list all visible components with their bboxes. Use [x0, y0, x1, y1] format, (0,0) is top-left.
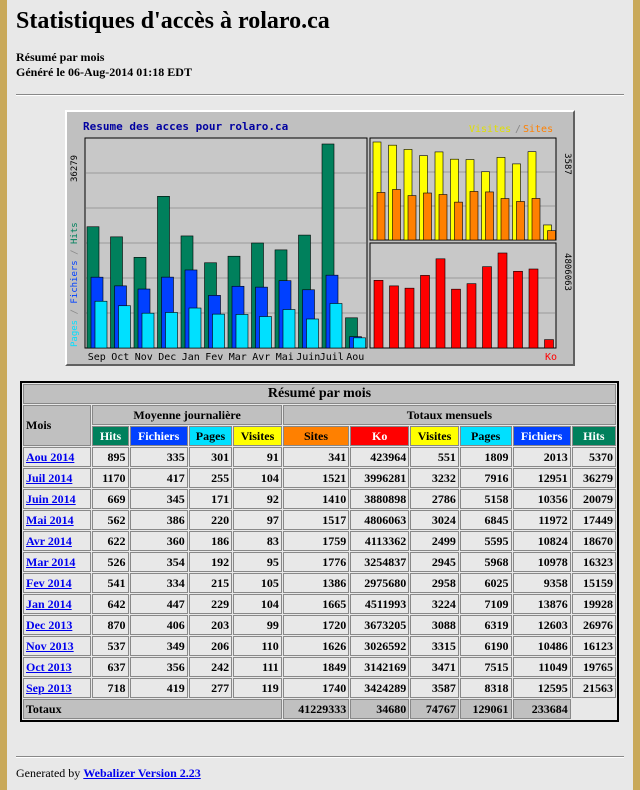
table-row: [23, 594, 616, 614]
legend-visites: Visites: [469, 124, 512, 135]
daily-cell: 669: [92, 489, 128, 509]
pages-bar: [213, 314, 225, 348]
month-cell: [23, 552, 91, 572]
monthly-cell: 3224: [410, 594, 459, 614]
daily-cell: 419: [130, 678, 188, 698]
monthly-cell: 3142169: [350, 657, 409, 677]
col-monthly-sites: Sites: [283, 426, 349, 446]
col-monthly-ko: Ko: [350, 426, 409, 446]
month-label: Sep: [87, 352, 106, 363]
col-monthly-fichiers: Fichiers: [513, 426, 571, 446]
daily-cell: 537: [92, 636, 128, 656]
monthly-cell: 2958: [410, 573, 459, 593]
monthly-cell: 3880898: [350, 489, 409, 509]
month-label: Juil: [319, 352, 344, 363]
monthly-cell: 3471: [410, 657, 459, 677]
daily-cell: 870: [92, 615, 128, 635]
pages-bar: [330, 303, 342, 348]
monthly-cell: 20079: [572, 489, 616, 509]
daily-cell: 406: [130, 615, 188, 635]
monthly-cell: 6025: [460, 573, 512, 593]
daily-cell: 192: [189, 552, 232, 572]
daily-cell: 215: [189, 573, 232, 593]
monthly-cell: 2499: [410, 531, 459, 551]
pages-bar: [236, 314, 248, 348]
pages-bar: [142, 313, 154, 348]
daily-cell: 229: [189, 594, 232, 614]
monthly-cell: 5595: [460, 531, 512, 551]
daily-cell: 386: [130, 510, 188, 530]
col-monthly-pages: Pages: [460, 426, 512, 446]
daily-cell: 718: [92, 678, 128, 698]
daily-cell: 447: [130, 594, 188, 614]
monthly-cell: 12595: [513, 678, 571, 698]
monthly-cell: 19765: [572, 657, 616, 677]
monthly-cell: 5370: [572, 447, 616, 467]
month-label: Fev: [205, 352, 224, 363]
month-cell: [23, 678, 91, 698]
monthly-cell: 1776: [283, 552, 349, 572]
sites-bar: [532, 198, 540, 240]
monthly-cell: 17449: [572, 510, 616, 530]
monthly-cell: 5968: [460, 552, 512, 572]
month-label: Juin: [296, 352, 321, 363]
monthly-cell: 551: [410, 447, 459, 467]
top-divider: [16, 94, 624, 96]
ko-bar: [467, 284, 476, 348]
sites-bar: [517, 201, 525, 240]
monthly-cell: 6319: [460, 615, 512, 635]
month-cell: [23, 573, 91, 593]
month-link[interactable]: Sep 2013: [26, 680, 72, 695]
daily-cell: 541: [92, 573, 128, 593]
table-row: [23, 468, 616, 488]
col-monthly-visites: Visites: [410, 426, 459, 446]
monthly-cell: 36279: [572, 468, 616, 488]
daily-cell: 526: [92, 552, 128, 572]
monthly-cell: 2786: [410, 489, 459, 509]
legend-sep: /: [70, 303, 80, 320]
monthly-cell: 1410: [283, 489, 349, 509]
monthly-cell: 3587: [410, 678, 459, 698]
footer-prefix: Generated by: [16, 766, 84, 780]
legend-sep: /: [70, 244, 80, 261]
sites-bar: [470, 191, 478, 240]
month-cell: [23, 636, 91, 656]
ko-bar: [483, 267, 492, 348]
monthly-cell: 15159: [572, 573, 616, 593]
summary-label: Résumé par mois: [16, 50, 105, 64]
month-label: Dec: [158, 352, 177, 363]
monthly-cell: 10824: [513, 531, 571, 551]
summary-table: [20, 381, 619, 722]
monthly-cell: 3424289: [350, 678, 409, 698]
monthly-cell: 16123: [572, 636, 616, 656]
monthly-cell: 3673205: [350, 615, 409, 635]
monthly-cell: 18670: [572, 531, 616, 551]
left-axis-max: 36279: [70, 154, 80, 182]
col-daily-hits: Hits: [92, 426, 128, 446]
sites-bar: [439, 195, 447, 240]
sites-bar: [548, 231, 556, 240]
daily-cell: 255: [189, 468, 232, 488]
month-cell: [23, 657, 91, 677]
month-link[interactable]: Jan 2014: [26, 596, 72, 611]
total-cell: 34680: [350, 699, 409, 719]
bottom-divider: [16, 756, 624, 758]
sites-bar: [486, 192, 494, 240]
table-title: Résumé par mois: [23, 384, 616, 404]
daily-cell: 360: [130, 531, 188, 551]
ko-bar: [545, 340, 554, 348]
ko-bar: [374, 280, 383, 348]
monthly-cell: 5158: [460, 489, 512, 509]
daily-cell: 95: [233, 552, 282, 572]
monthly-cell: 1665: [283, 594, 349, 614]
month-link[interactable]: Fev 2014: [26, 575, 72, 590]
month-cell: [23, 510, 91, 530]
daily-cell: 622: [92, 531, 128, 551]
month-label: Avr: [252, 352, 271, 363]
monthly-cell: 11972: [513, 510, 571, 530]
daily-cell: 637: [92, 657, 128, 677]
monthly-cell: 10978: [513, 552, 571, 572]
monthly-cell: 7109: [460, 594, 512, 614]
right-top-max: 3587: [562, 153, 572, 175]
total-cell: 129061: [460, 699, 512, 719]
month-cell: [23, 531, 91, 551]
monthly-cell: 10486: [513, 636, 571, 656]
month-label: Mai: [275, 352, 294, 363]
daily-cell: 186: [189, 531, 232, 551]
monthly-cell: 1626: [283, 636, 349, 656]
pages-bar: [307, 319, 319, 348]
month-link[interactable]: Mai 2014: [26, 512, 74, 527]
ko-bar: [436, 259, 445, 348]
monthly-cell: 1517: [283, 510, 349, 530]
sites-bar: [424, 193, 432, 240]
sites-bar: [393, 189, 401, 240]
table-row: [23, 573, 616, 593]
col-daily-pages: Pages: [189, 426, 232, 446]
total-cell: 233684: [513, 699, 571, 719]
daily-cell: 104: [233, 468, 282, 488]
daily-cell: 334: [130, 573, 188, 593]
usage-graph: [65, 110, 575, 366]
month-link[interactable]: Juil 2014: [26, 470, 73, 485]
daily-cell: 97: [233, 510, 282, 530]
month-label: Oct: [111, 352, 130, 363]
monthly-cell: 12951: [513, 468, 571, 488]
monthly-cell: 6190: [460, 636, 512, 656]
monthly-cell: 341: [283, 447, 349, 467]
daily-cell: 99: [233, 615, 282, 635]
daily-cell: 203: [189, 615, 232, 635]
month-link[interactable]: Oct 2013: [26, 659, 72, 674]
monthly-cell: 2013: [513, 447, 571, 467]
monthly-cell: 3026592: [350, 636, 409, 656]
legend-fichiers: Fichiers: [70, 260, 80, 304]
total-cell: 41229333: [283, 699, 349, 719]
page-title: Statistiques d'accès à rolaro.ca: [16, 8, 330, 34]
daily-cell: 417: [130, 468, 188, 488]
daily-cell: 171: [189, 489, 232, 509]
monthly-cell: 2975680: [350, 573, 409, 593]
daily-cell: 92: [233, 489, 282, 509]
daily-cell: 206: [189, 636, 232, 656]
pages-bar: [119, 306, 131, 348]
daily-cell: 110: [233, 636, 282, 656]
table-row: [23, 447, 616, 467]
footer: [16, 756, 624, 781]
daily-cell: 335: [130, 447, 188, 467]
month-label: Mar: [228, 352, 247, 363]
month-cell: [23, 489, 91, 509]
col-daily-visites: Visites: [233, 426, 282, 446]
month-cell: [23, 468, 91, 488]
monthly-cell: 3232: [410, 468, 459, 488]
month-link[interactable]: Aou 2014: [26, 449, 75, 464]
daily-cell: 349: [130, 636, 188, 656]
pages-bar: [189, 308, 201, 348]
summary-table-wrap: [20, 381, 619, 722]
usage-graph-svg: [67, 112, 573, 364]
sites-bar: [377, 192, 385, 240]
right-border: [633, 0, 640, 790]
monthly-cell: 1849: [283, 657, 349, 677]
daily-cell: 104: [233, 594, 282, 614]
monthly-cell: 3088: [410, 615, 459, 635]
monthly-cell: 1759: [283, 531, 349, 551]
daily-cell: 111: [233, 657, 282, 677]
col-daily-fichiers: Fichiers: [130, 426, 188, 446]
month-link[interactable]: Dec 2013: [26, 617, 73, 632]
monthly-cell: 1809: [460, 447, 512, 467]
month-cell: [23, 615, 91, 635]
daily-cell: 277: [189, 678, 232, 698]
daily-cell: 562: [92, 510, 128, 530]
daily-cell: 91: [233, 447, 282, 467]
monthly-cell: 21563: [572, 678, 616, 698]
daily-cell: 105: [233, 573, 282, 593]
sites-bar: [501, 199, 509, 240]
legend-pages: Pages: [70, 319, 80, 347]
monthly-cell: 7515: [460, 657, 512, 677]
sites-bar: [455, 202, 463, 240]
page-header: [16, 0, 624, 96]
daily-cell: 1170: [92, 468, 128, 488]
col-monthly-hits: Hits: [572, 426, 616, 446]
legend-hits: Hits: [70, 222, 80, 245]
daily-cell: 83: [233, 531, 282, 551]
monthly-cell: 1740: [283, 678, 349, 698]
monthly-cell: 1521: [283, 468, 349, 488]
total-cell: 74767: [410, 699, 459, 719]
month-link[interactable]: Nov 2013: [26, 638, 74, 653]
legend-sites: Sites: [523, 124, 554, 135]
daily-cell: 354: [130, 552, 188, 572]
monthly-cell: 16323: [572, 552, 616, 572]
table-row: [23, 657, 616, 677]
ko-bar: [452, 289, 461, 348]
monthly-cell: 2945: [410, 552, 459, 572]
daily-cell: 895: [92, 447, 128, 467]
table-row: [23, 489, 616, 509]
monthly-cell: 9358: [513, 573, 571, 593]
monthly-cell: 4806063: [350, 510, 409, 530]
month-cell: [23, 594, 91, 614]
month-link[interactable]: Avr 2014: [26, 533, 72, 548]
daily-cell: 242: [189, 657, 232, 677]
month-link[interactable]: Mar 2014: [26, 554, 76, 569]
pages-bar: [354, 338, 366, 348]
legend-sep: /: [515, 124, 522, 135]
monthly-cell: 12603: [513, 615, 571, 635]
monthly-cell: 1386: [283, 573, 349, 593]
daily-cell: 642: [92, 594, 128, 614]
graph-title: Resume des acces pour rolaro.ca: [83, 120, 289, 133]
month-label: Nov: [134, 352, 153, 363]
monthly-cell: 3024: [410, 510, 459, 530]
table-row: [23, 531, 616, 551]
left-border: [0, 0, 7, 790]
table-row: [23, 552, 616, 572]
monthly-cell: 8318: [460, 678, 512, 698]
pages-bar: [260, 317, 272, 348]
month-link[interactable]: Juin 2014: [26, 491, 76, 506]
monthly-cell: 19928: [572, 594, 616, 614]
right-bottom-max: 4806063: [562, 253, 572, 291]
totals-label: Totaux: [23, 699, 282, 719]
monthly-cell: 423964: [350, 447, 409, 467]
ko-label: Ko: [545, 352, 558, 363]
ko-bar: [514, 271, 523, 348]
group-monthly: Totaux mensuels: [283, 405, 616, 425]
daily-cell: 356: [130, 657, 188, 677]
generated-date: Généré le 06-Aug-2014 01:18 EDT: [16, 65, 192, 79]
totals-row: [23, 699, 616, 719]
pages-bar: [283, 310, 295, 348]
left-legend: [70, 222, 80, 347]
monthly-cell: 3254837: [350, 552, 409, 572]
daily-cell: 301: [189, 447, 232, 467]
table-body: [23, 447, 616, 698]
month-label: Aou: [346, 352, 365, 363]
ko-bar: [405, 288, 414, 348]
monthly-cell: 10356: [513, 489, 571, 509]
table-row: [23, 636, 616, 656]
monthly-cell: 13876: [513, 594, 571, 614]
monthly-cell: 6845: [460, 510, 512, 530]
daily-cell: 345: [130, 489, 188, 509]
monthly-cell: 11049: [513, 657, 571, 677]
table-row: [23, 510, 616, 530]
sites-bar: [408, 196, 416, 240]
month-label: Jan: [181, 352, 200, 363]
daily-cell: 119: [233, 678, 282, 698]
webalizer-link[interactable]: Webalizer Version 2.23: [83, 766, 201, 780]
table-row: [23, 615, 616, 635]
monthly-cell: 3315: [410, 636, 459, 656]
pages-bar: [166, 312, 178, 348]
monthly-cell: 26976: [572, 615, 616, 635]
monthly-cell: 7916: [460, 468, 512, 488]
ko-bar: [529, 269, 538, 348]
monthly-cell: 3996281: [350, 468, 409, 488]
table-row: [23, 678, 616, 698]
monthly-cell: 1720: [283, 615, 349, 635]
monthly-cell: 4113362: [350, 531, 409, 551]
pages-bar: [95, 301, 107, 348]
ko-bar: [498, 253, 507, 348]
ko-bar: [390, 286, 399, 348]
col-mois: Mois: [23, 405, 91, 446]
month-cell: [23, 447, 91, 467]
monthly-cell: 4511993: [350, 594, 409, 614]
group-daily: Moyenne journalière: [92, 405, 281, 425]
daily-cell: 220: [189, 510, 232, 530]
ko-bar: [421, 275, 430, 348]
